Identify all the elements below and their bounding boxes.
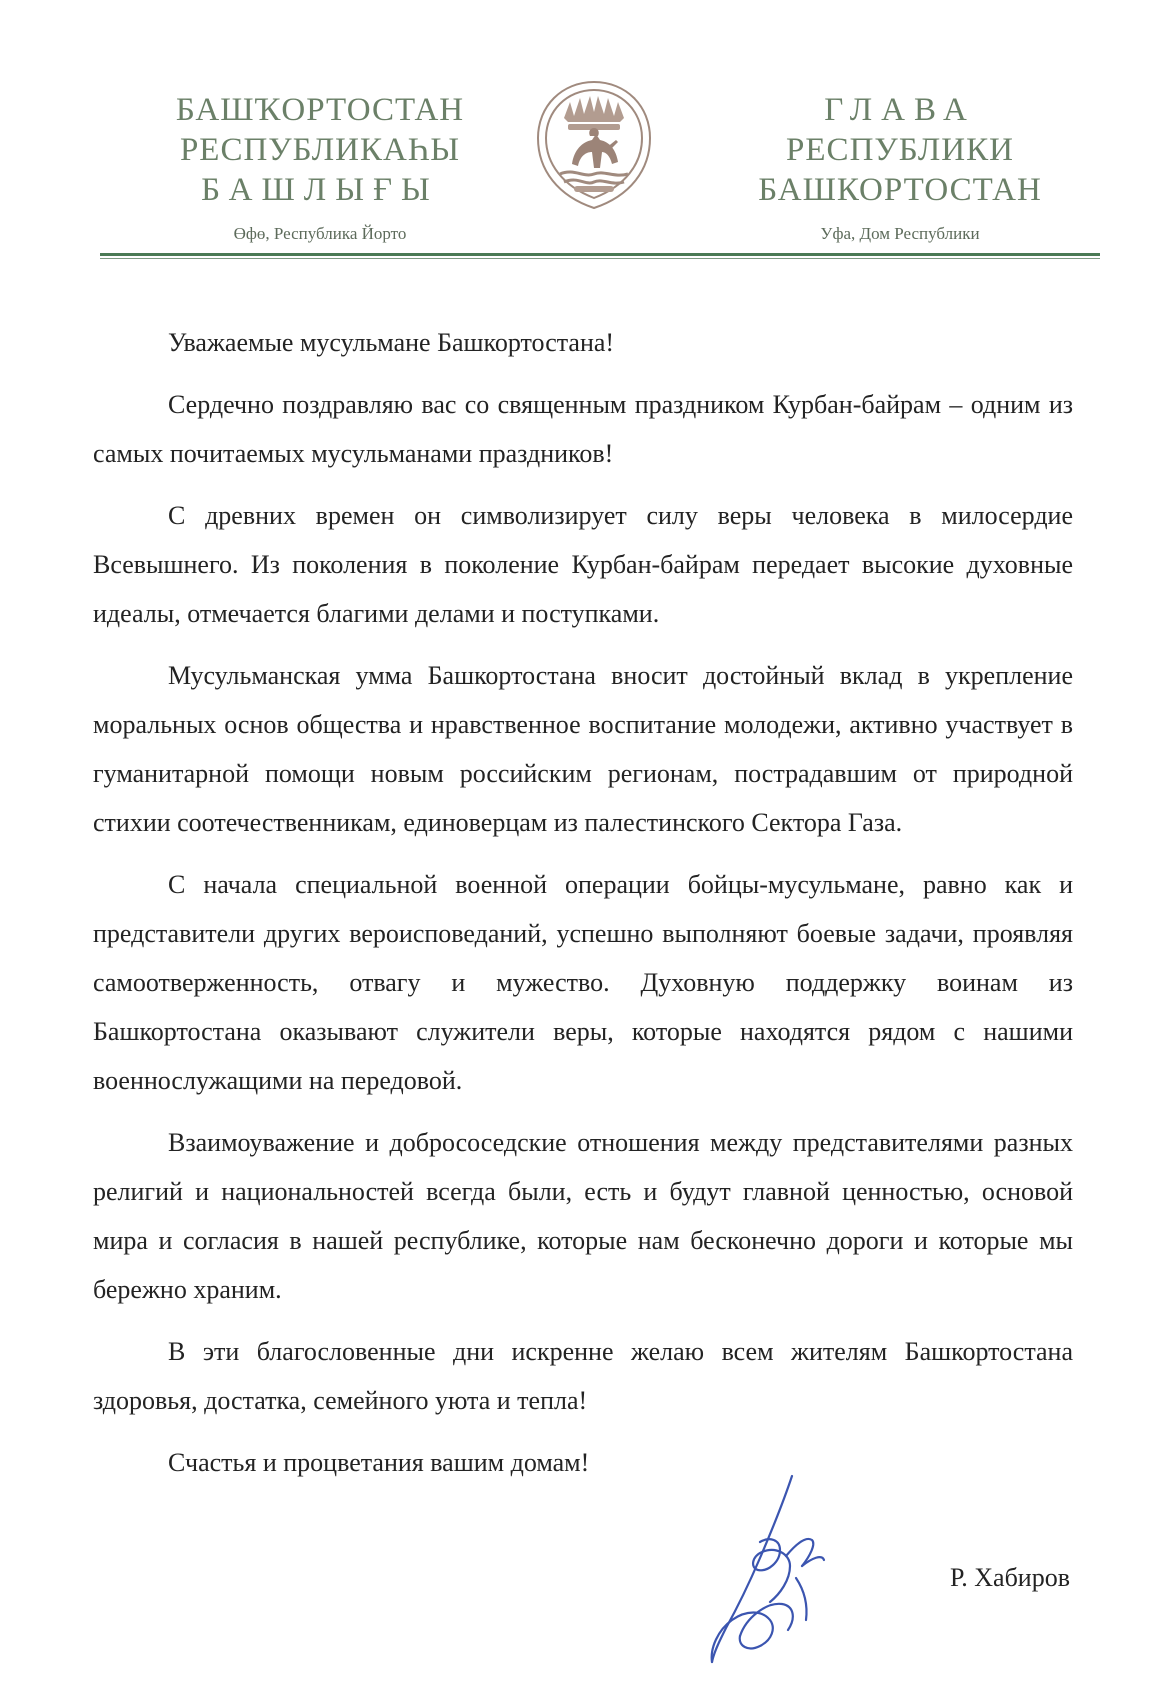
letterhead-bashkir-line-3: БАШЛЫҒЫ <box>201 172 439 208</box>
letterhead <box>0 0 1162 270</box>
letter-closing: Счастья и процветания вашим домам! <box>168 1448 590 1477</box>
letterhead-russian-line-2: РЕСПУБЛИКИ <box>786 132 1014 168</box>
letter-paragraph: В эти благословенные дни искренне желаю всем жителям Башкортостана здоровья, достатка, семейного уюта и тепла! <box>93 1337 1073 1415</box>
letter-paragraph: Сердечно поздравляю вас со священным праздником Курбан-байрам – одним из самых почитаемых мусульманами праздников! <box>93 390 1073 468</box>
letterhead-divider-thin <box>100 258 1100 259</box>
letterhead-bashkir-block <box>150 90 490 244</box>
letterhead-russian-line-1: ГЛАВА <box>824 92 976 128</box>
letter-paragraph: Взаимоуважение и добрососедские отношения между представителями разных религий и национальностей всегда были, есть и будут главной ценностью, основой мира и согласия в нашей республике, которые нам бесконечно дороги и которые мы бережно храним. <box>93 1128 1073 1304</box>
letterhead-russian-line-3: БАШКОРТОСТАН <box>758 172 1042 208</box>
letterhead-bashkir-city: Өфө, Республика Йорто <box>233 224 407 243</box>
letterhead-bashkir-line-2: РЕСПУБЛИКАҺЫ <box>179 132 461 168</box>
letterhead-bashkir-line-1: БАШҠОРТОСТАН <box>175 92 465 128</box>
letter-paragraph: С начала специальной военной операции бойцы-мусульмане, равно как и представители других вероисповеданий, успешно выполняют боевые задачи, проявляя самоотверженность, отвагу и мужество. Духовную поддержку воинам из Башкортостана оказывают служители веры, которые находятся рядом с нашими военнослужащими на передовой. <box>93 870 1073 1095</box>
letter-signer-name: Р. Хабиров <box>950 1563 1070 1592</box>
letter-paragraph: С древних времен он символизирует силу веры человека в милосердие Всевышнего. Из поколения в поколение Курбан-байрам передает высокие духовные идеалы, отмечается благими делами и поступками. <box>93 501 1073 628</box>
letterhead-russian-city: Уфа, Дом Республики <box>820 224 980 243</box>
letter-paragraph: Мусульманская умма Башкортостана вносит достойный вклад в укрепление моральных основ общества и нравственное воспитание молодежи, активно участвует в гуманитарной помощи новым российским регионам, пострадавшим от природной стихии соотечественникам, единоверцам из палестинского Сектора Газа. <box>93 661 1073 837</box>
bashkortostan-coat-of-arms-icon <box>534 78 654 212</box>
handwritten-signature-icon <box>700 1470 860 1670</box>
letter-salutation: Уважаемые мусульмане Башкортостана! <box>168 328 615 357</box>
letterhead-russian-block <box>730 90 1070 244</box>
letter-body <box>93 318 1073 1487</box>
letterhead-divider-thick <box>100 253 1100 256</box>
